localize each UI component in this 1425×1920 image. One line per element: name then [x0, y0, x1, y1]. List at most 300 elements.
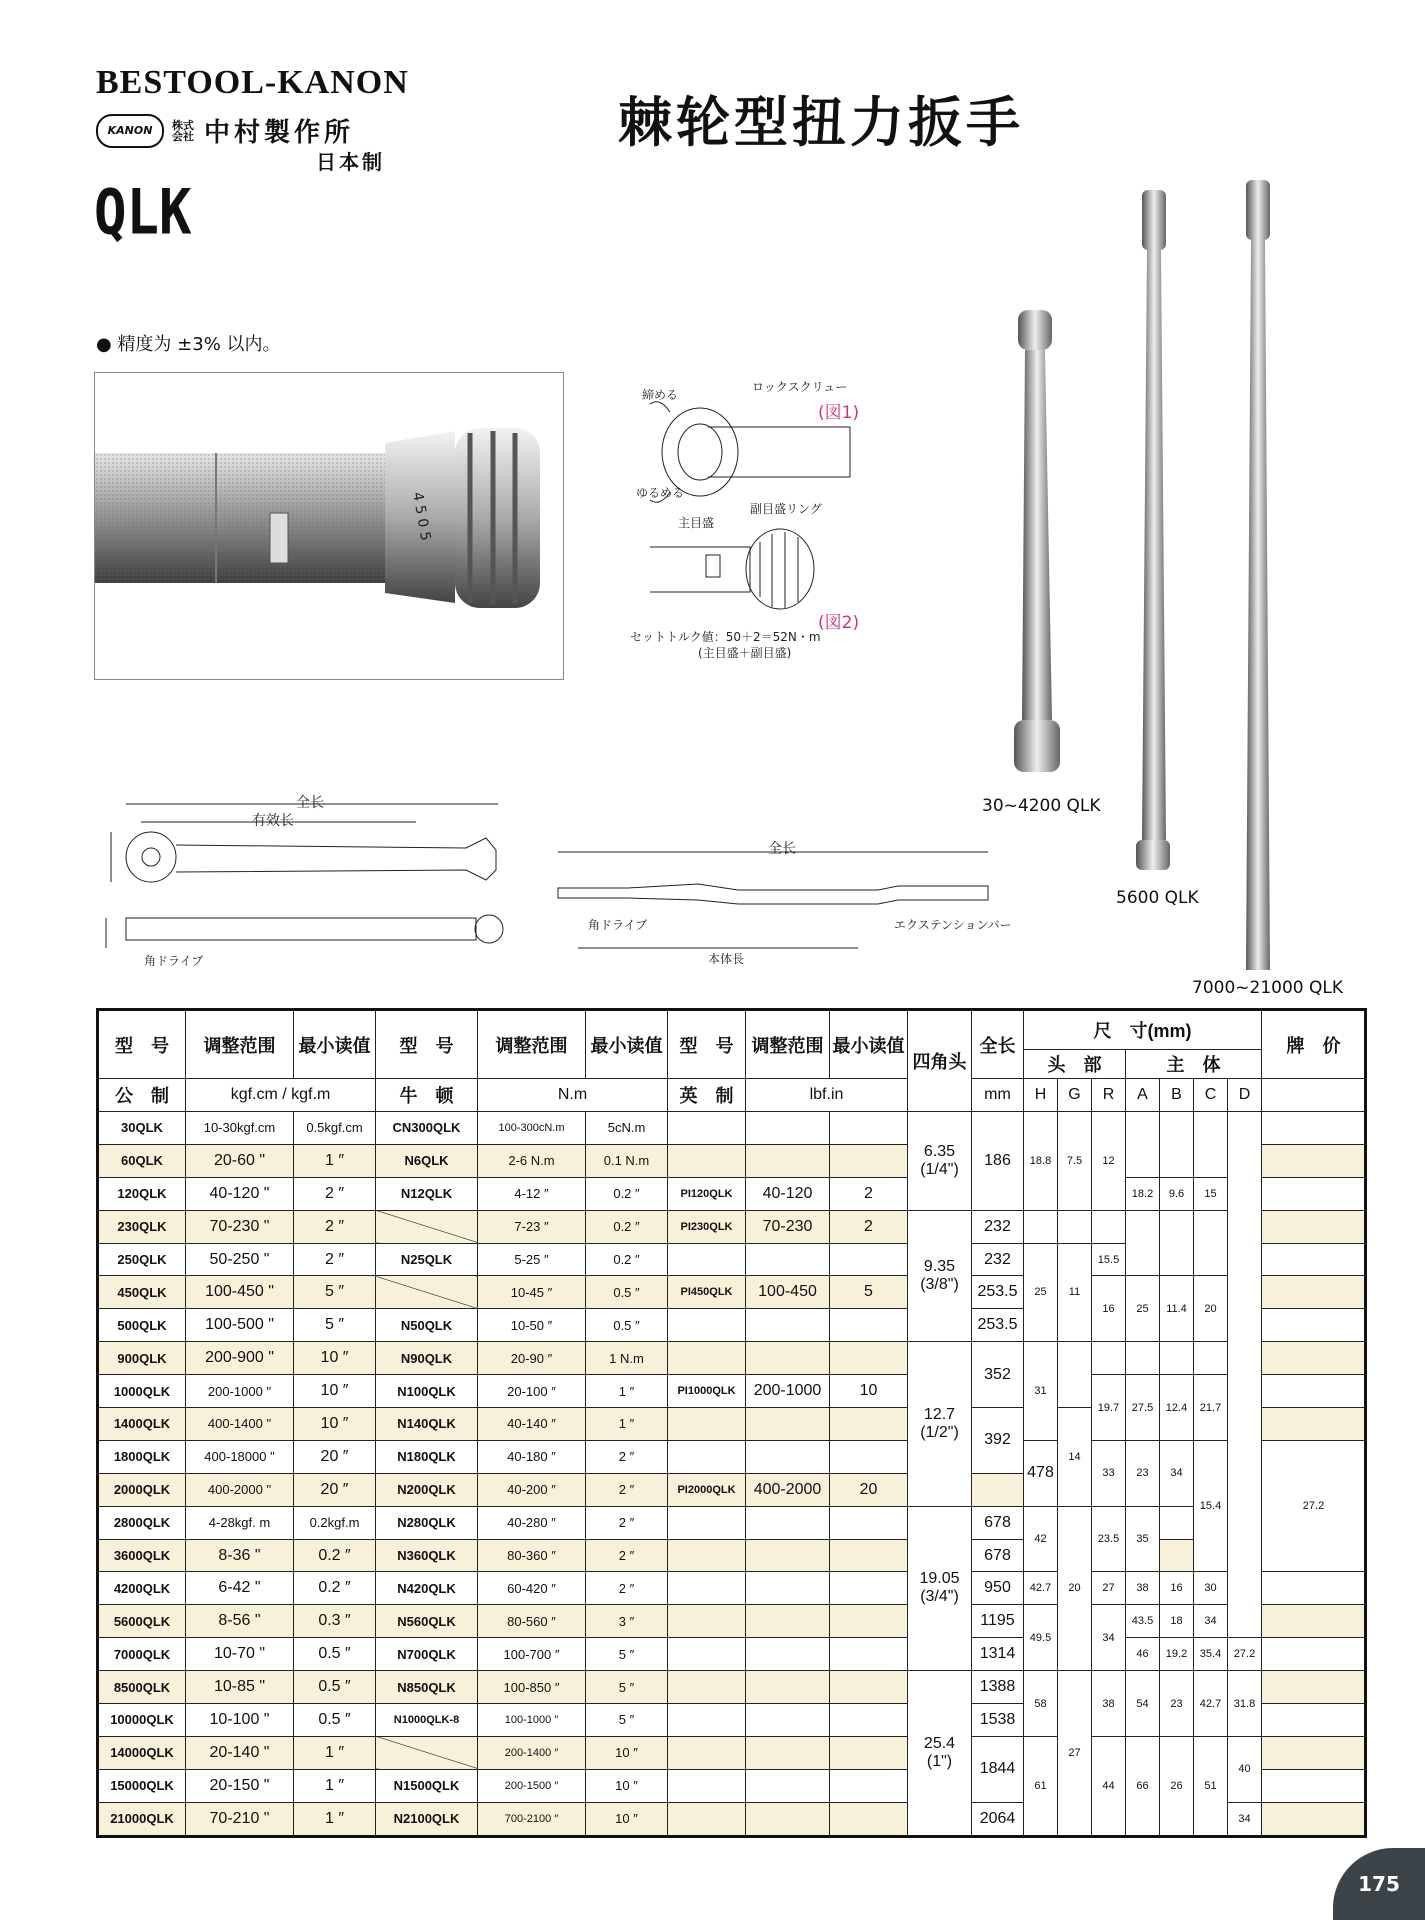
dim-len: 186	[972, 1112, 1024, 1211]
table-row	[98, 1440, 1366, 1473]
newton-min: 0.1 N.m	[586, 1144, 668, 1177]
metric-range: 8-36 "	[186, 1539, 294, 1572]
table-row	[98, 1736, 1366, 1769]
dim-a: 54	[1126, 1671, 1160, 1737]
newton-range: 80-360 ″	[478, 1539, 586, 1572]
metric-range: 50-250 "	[186, 1243, 294, 1276]
price	[1262, 1309, 1366, 1342]
small-wrench-head	[1018, 310, 1052, 350]
metric-model: 30QLK	[98, 1112, 186, 1145]
metric-range: 400-1400 "	[186, 1408, 294, 1441]
u-D: D	[1228, 1079, 1262, 1112]
small-wrench-knob	[1014, 720, 1060, 772]
newton-model: N2100QLK	[376, 1802, 478, 1836]
metric-range: 20-140 "	[186, 1736, 294, 1769]
newton-range: 10-45 ″	[478, 1276, 586, 1309]
newton-model: N25QLK	[376, 1243, 478, 1276]
imperial-min	[830, 1342, 908, 1375]
newton-model: N50QLK	[376, 1309, 478, 1342]
dim-a: 66	[1126, 1736, 1160, 1836]
metric-model: 8500QLK	[98, 1671, 186, 1704]
dim-c: 30	[1194, 1572, 1228, 1605]
wrench-outline-drawing	[96, 790, 516, 970]
u-metric: 公 制	[98, 1079, 186, 1112]
metric-range: 70-230 "	[186, 1210, 294, 1243]
imperial-range	[746, 1704, 830, 1737]
metric-min: 0.2kgf.m	[294, 1506, 376, 1539]
label-square-drive-1: 角ドライブ	[144, 954, 204, 968]
newton-range: 100-1000 ″	[478, 1704, 586, 1737]
dim-h: 58	[1024, 1671, 1058, 1737]
metric-range: 6-42 "	[186, 1572, 294, 1605]
dim-c	[1194, 1342, 1228, 1375]
imperial-min	[830, 1605, 908, 1638]
kanon-emblem: KANON	[96, 114, 164, 148]
metric-min: 1 ″	[294, 1802, 376, 1836]
dim-len: 950	[972, 1572, 1024, 1605]
table-row	[98, 1638, 1366, 1671]
newton-model: N1500QLK	[376, 1769, 478, 1802]
svg-text:4 5 0 5: 4 5 0 5	[409, 490, 434, 542]
newton-range: 5-25 ″	[478, 1243, 586, 1276]
newton-min: 1 ″	[586, 1375, 668, 1408]
imperial-range	[746, 1736, 830, 1769]
dim-b: 16	[1160, 1572, 1194, 1605]
imperial-min	[830, 1440, 908, 1473]
small-wrench-body	[1022, 350, 1052, 720]
newton-model	[376, 1276, 478, 1309]
newton-min: 0.2 ″	[586, 1177, 668, 1210]
newton-min: 5 ″	[586, 1638, 668, 1671]
metric-min: 0.2 ″	[294, 1539, 376, 1572]
label-loosen: ゆるめる	[636, 486, 685, 500]
table-row	[98, 1276, 1366, 1309]
table-row	[98, 1671, 1366, 1704]
dim-sq: 6.35 (1/4")	[908, 1112, 972, 1211]
dim-len: 1388	[972, 1671, 1024, 1704]
dim-b: 23	[1160, 1671, 1194, 1737]
u-price	[1262, 1079, 1366, 1112]
dim-c: 20	[1194, 1276, 1228, 1342]
metric-model: 3600QLK	[98, 1539, 186, 1572]
newton-min: 2 ″	[586, 1572, 668, 1605]
newton-range: 4-12 ″	[478, 1177, 586, 1210]
imperial-min	[830, 1243, 908, 1276]
newton-model: N90QLK	[376, 1342, 478, 1375]
u-metric-unit: kgf.cm / kgf.m	[186, 1079, 376, 1112]
u-imperial: 英 制	[668, 1079, 746, 1112]
dim-r: 38	[1092, 1671, 1126, 1737]
imperial-min	[830, 1144, 908, 1177]
dim-h: 18.8	[1024, 1112, 1058, 1211]
imperial-min	[830, 1736, 908, 1769]
u-G: G	[1058, 1079, 1092, 1112]
newton-range: 40-140 ″	[478, 1408, 586, 1441]
dim-b: 15.4	[1194, 1440, 1228, 1572]
h-body: 主 体	[1126, 1050, 1262, 1079]
dim-d: 40	[1228, 1736, 1262, 1802]
metric-model: 500QLK	[98, 1309, 186, 1342]
dim-len: 478	[1024, 1440, 1058, 1506]
imperial-model: PI2000QLK	[668, 1473, 746, 1506]
newton-min: 1 ″	[586, 1408, 668, 1441]
imperial-model	[668, 1539, 746, 1572]
u-imperial-unit: lbf.in	[746, 1079, 908, 1112]
label-lock-screw: ロックスクリュー	[752, 380, 848, 394]
metric-range: 100-500 "	[186, 1309, 294, 1342]
metric-model: 1800QLK	[98, 1440, 186, 1473]
dim-d: 27.2	[1228, 1638, 1262, 1671]
metric-model: 450QLK	[98, 1276, 186, 1309]
metric-min: 5 ″	[294, 1309, 376, 1342]
newton-range: 2-6 N.m	[478, 1144, 586, 1177]
dim-r: 12	[1092, 1112, 1126, 1211]
metric-min: 20 ″	[294, 1440, 376, 1473]
label-fig2: (図2)	[818, 613, 860, 633]
imperial-range	[746, 1671, 830, 1704]
dim-g	[1058, 1342, 1092, 1408]
imperial-min	[830, 1408, 908, 1441]
newton-min: 0.2 ″	[586, 1243, 668, 1276]
dim-b	[1160, 1112, 1194, 1178]
imperial-model	[668, 1638, 746, 1671]
dim-h: 31	[1024, 1342, 1058, 1441]
page-number: 175	[1333, 1848, 1425, 1920]
imperial-model	[668, 1112, 746, 1145]
dim-c: 27.2	[1262, 1440, 1366, 1572]
dim-r: 16	[1092, 1276, 1126, 1342]
dim-b	[1160, 1210, 1194, 1276]
metric-range: 200-900 "	[186, 1342, 294, 1375]
metric-min: 1 ″	[294, 1736, 376, 1769]
caption-small: 30~4200 QLK	[982, 796, 1101, 816]
dim-h: 33	[1092, 1440, 1126, 1506]
dim-b: 19.2	[1160, 1638, 1194, 1671]
newton-range: 60-420 ″	[478, 1572, 586, 1605]
metric-min: 1 ″	[294, 1769, 376, 1802]
label-fig1: (図1)	[818, 403, 860, 423]
imperial-model	[668, 1736, 746, 1769]
newton-min: 10 ″	[586, 1802, 668, 1836]
newton-min: 0.2 ″	[586, 1210, 668, 1243]
dim-a	[1126, 1210, 1160, 1276]
imperial-range	[746, 1342, 830, 1375]
metric-range: 70-210 "	[186, 1802, 294, 1836]
dim-sq: 19.05 (3/4")	[908, 1506, 972, 1670]
metric-range: 40-120 "	[186, 1177, 294, 1210]
metric-model: 10000QLK	[98, 1704, 186, 1737]
label-sub-scale-ring: 副目盛リング	[750, 502, 822, 516]
price	[1262, 1177, 1366, 1210]
newton-min: 5cN.m	[586, 1112, 668, 1145]
price	[1262, 1638, 1366, 1671]
h-newton-range: 调整范围	[478, 1010, 586, 1079]
caption-medium: 5600 QLK	[1116, 888, 1199, 908]
large-wrench-head	[1246, 180, 1270, 240]
metric-min: 2 ″	[294, 1210, 376, 1243]
dim-h: 42	[1024, 1506, 1058, 1572]
metric-range: 10-70 "	[186, 1638, 294, 1671]
metric-min: 10 ″	[294, 1408, 376, 1441]
imperial-range	[746, 1309, 830, 1342]
dim-a: 38	[1126, 1572, 1160, 1605]
caption-large: 7000~21000 QLK	[1192, 978, 1343, 998]
dim-b: 12.4	[1160, 1375, 1194, 1441]
metric-range: 8-56 "	[186, 1605, 294, 1638]
newton-model: N200QLK	[376, 1473, 478, 1506]
dim-h: 25	[1024, 1243, 1058, 1342]
dim-d: 31.8	[1228, 1671, 1262, 1737]
imperial-model	[668, 1506, 746, 1539]
table-row	[98, 1177, 1366, 1210]
imperial-range	[746, 1572, 830, 1605]
dim-len: 232	[972, 1243, 1024, 1276]
imperial-model	[668, 1802, 746, 1836]
h-square: 四角头	[908, 1010, 972, 1112]
imperial-model	[668, 1769, 746, 1802]
dim-b: 9.6	[1160, 1177, 1194, 1210]
dim-len: 2064	[972, 1802, 1024, 1836]
newton-model: CN300QLK	[376, 1112, 478, 1145]
metric-range: 400-18000 "	[186, 1440, 294, 1473]
price	[1262, 1769, 1366, 1802]
newton-model: N360QLK	[376, 1539, 478, 1572]
h-newton-min: 最小读值	[586, 1010, 668, 1079]
dimension-drawing-2	[538, 838, 1018, 968]
metric-model: 14000QLK	[98, 1736, 186, 1769]
imperial-model	[668, 1342, 746, 1375]
imperial-range: 100-450	[746, 1276, 830, 1309]
dim-a: 35	[1126, 1506, 1160, 1572]
label-effective-length: 有效长	[252, 813, 294, 829]
metric-min: 0.5 ″	[294, 1671, 376, 1704]
imperial-min	[830, 1769, 908, 1802]
price	[1262, 1144, 1366, 1177]
label-tighten: 締める	[642, 388, 679, 402]
u-newton: 牛 顿	[376, 1079, 478, 1112]
price	[1262, 1736, 1366, 1769]
table-row	[98, 1112, 1366, 1145]
imperial-min	[830, 1638, 908, 1671]
newton-model: N420QLK	[376, 1572, 478, 1605]
medium-wrench-head	[1142, 190, 1166, 250]
dim-r: 44	[1092, 1736, 1126, 1836]
imperial-range	[746, 1769, 830, 1802]
newton-min: 2 ″	[586, 1539, 668, 1572]
dim-a: 46	[1126, 1638, 1160, 1671]
company-name: 中村製作所	[204, 118, 355, 148]
company-prefix: 株式会社	[172, 118, 194, 143]
dimension-drawing-1	[96, 790, 516, 970]
price	[972, 1473, 1024, 1506]
newton-range: 80-560 ″	[478, 1605, 586, 1638]
metric-range: 20-60 "	[186, 1144, 294, 1177]
dim-b: 11.4	[1160, 1276, 1194, 1342]
dim-c: 42.7	[1194, 1671, 1228, 1737]
imperial-min: 2	[830, 1177, 908, 1210]
dim-c: 15	[1194, 1177, 1228, 1210]
newton-model: N1000QLK-8	[376, 1704, 478, 1737]
h-metric-range: 调整范围	[186, 1010, 294, 1079]
dim-c	[1194, 1210, 1228, 1276]
imperial-range	[746, 1506, 830, 1539]
imperial-min	[830, 1112, 908, 1145]
newton-min: 3 ″	[586, 1605, 668, 1638]
handle-closeup-image	[95, 373, 563, 679]
newton-range: 10-50 ″	[478, 1309, 586, 1342]
newton-range: 200-1400 ″	[478, 1736, 586, 1769]
imperial-min: 10	[830, 1375, 908, 1408]
dim-c: 34	[1194, 1605, 1228, 1638]
imperial-range: 200-1000	[746, 1375, 830, 1408]
newton-model: N280QLK	[376, 1506, 478, 1539]
h-metric-model: 型 号	[98, 1010, 186, 1079]
metric-min: 10 ″	[294, 1375, 376, 1408]
large-wrench-body	[1246, 240, 1270, 970]
metric-min: 2 ″	[294, 1177, 376, 1210]
newton-range: 40-180 ″	[478, 1440, 586, 1473]
price	[1262, 1605, 1366, 1638]
metric-range: 4-28kgf. m	[186, 1506, 294, 1539]
newton-range: 100-700 ″	[478, 1638, 586, 1671]
made-in-japan: 日本制	[316, 150, 385, 174]
imperial-range	[746, 1539, 830, 1572]
newton-range: 7-23 ″	[478, 1210, 586, 1243]
dim-sq: 12.7 (1/2")	[908, 1342, 972, 1506]
imperial-model	[668, 1704, 746, 1737]
newton-range: 40-280 ″	[478, 1506, 586, 1539]
metric-model: 1400QLK	[98, 1408, 186, 1441]
imperial-min: 2	[830, 1210, 908, 1243]
dim-r: 15.5	[1092, 1243, 1126, 1276]
imperial-model	[668, 1408, 746, 1441]
label-set-torque: セットトルク値：50＋2＝52N・m	[630, 630, 821, 644]
h-imperial-model: 型 号	[668, 1010, 746, 1079]
newton-model: N180QLK	[376, 1440, 478, 1473]
dim-a: 43.5	[1126, 1605, 1160, 1638]
newton-min: 0.5 ″	[586, 1276, 668, 1309]
dim-d: 34	[1228, 1802, 1262, 1836]
table-row	[98, 1605, 1366, 1638]
metric-model: 2000QLK	[98, 1473, 186, 1506]
imperial-model	[668, 1243, 746, 1276]
u-H: H	[1024, 1079, 1058, 1112]
metric-model: 230QLK	[98, 1210, 186, 1243]
metric-range: 10-100 "	[186, 1704, 294, 1737]
model-series: QLK	[94, 176, 192, 249]
dim-c: 21.7	[1194, 1375, 1228, 1441]
price	[1262, 1704, 1366, 1737]
label-body-length: 本体長	[708, 952, 745, 966]
metric-min: 0.5kgf.cm	[294, 1112, 376, 1145]
dim-sq: 9.35 (3/8")	[908, 1210, 972, 1342]
table-row	[98, 1572, 1366, 1605]
accuracy-note: ● 精度为 ±3% 以内。	[96, 334, 281, 355]
metric-model: 250QLK	[98, 1243, 186, 1276]
price	[1262, 1572, 1366, 1605]
h-dimensions: 尺 寸(mm)	[1024, 1010, 1262, 1050]
dim-h: 61	[1024, 1736, 1058, 1836]
metric-model: 900QLK	[98, 1342, 186, 1375]
imperial-min	[830, 1704, 908, 1737]
imperial-min: 20	[830, 1473, 908, 1506]
medium-wrench-body	[1142, 250, 1166, 840]
imperial-range	[746, 1144, 830, 1177]
imperial-range	[746, 1112, 830, 1145]
label-extension-bar: エクステンションバー	[894, 918, 1012, 932]
table-row	[98, 1342, 1366, 1375]
dim-c	[1194, 1112, 1228, 1178]
dim-r: 19.7	[1092, 1375, 1126, 1441]
price	[1160, 1506, 1194, 1539]
metric-model: 4200QLK	[98, 1572, 186, 1605]
price	[1262, 1342, 1366, 1375]
metric-min: 0.3 ″	[294, 1605, 376, 1638]
dim-g: 27	[1058, 1671, 1092, 1836]
imperial-model: PI450QLK	[668, 1276, 746, 1309]
handle-photo	[94, 372, 564, 680]
label-total-length-2: 全长	[768, 841, 796, 857]
u-B: B	[1160, 1079, 1194, 1112]
u-A: A	[1126, 1079, 1160, 1112]
dim-g: 7.5	[1058, 1112, 1092, 1211]
imperial-min	[830, 1506, 908, 1539]
metric-min: 20 ″	[294, 1473, 376, 1506]
imperial-model	[668, 1309, 746, 1342]
imperial-model	[668, 1572, 746, 1605]
price	[1262, 1671, 1366, 1704]
newton-model: N850QLK	[376, 1671, 478, 1704]
imperial-range	[746, 1408, 830, 1441]
metric-model: 7000QLK	[98, 1638, 186, 1671]
imperial-range: 400-2000	[746, 1473, 830, 1506]
metric-min: 0.2 ″	[294, 1572, 376, 1605]
newton-min: 0.5 ″	[586, 1309, 668, 1342]
u-R: R	[1092, 1079, 1126, 1112]
imperial-range: 70-230	[746, 1210, 830, 1243]
dim-b: 26	[1160, 1736, 1194, 1836]
dim-h: 49.5	[1024, 1605, 1058, 1671]
newton-model: N700QLK	[376, 1638, 478, 1671]
dim-len: 392	[972, 1408, 1024, 1474]
dim-a	[1126, 1342, 1160, 1375]
page-title: 棘轮型扭力扳手	[618, 91, 1024, 154]
dim-len: 253.5	[972, 1309, 1024, 1342]
imperial-model: PI1000QLK	[668, 1375, 746, 1408]
newton-min: 2 ″	[586, 1506, 668, 1539]
dim-len: 1538	[972, 1704, 1024, 1737]
imperial-range	[746, 1243, 830, 1276]
dim-a: 34	[1160, 1440, 1194, 1506]
imperial-min	[830, 1802, 908, 1836]
imperial-min: 5	[830, 1276, 908, 1309]
h-total: 全长	[972, 1010, 1024, 1079]
newton-min: 5 ″	[586, 1671, 668, 1704]
price	[1160, 1539, 1194, 1572]
metric-min: 1 ″	[294, 1144, 376, 1177]
h-metric-min: 最小读值	[294, 1010, 376, 1079]
h-head: 头 部	[1024, 1050, 1126, 1079]
metric-model: 1000QLK	[98, 1375, 186, 1408]
price	[1262, 1408, 1366, 1441]
label-main-scale: 主目盛	[678, 516, 715, 530]
dim-g	[1058, 1210, 1092, 1243]
dim-g: 20	[1058, 1506, 1092, 1670]
dim-g: 11	[1058, 1243, 1092, 1342]
dim-r: 23.5	[1092, 1506, 1126, 1572]
table-row	[98, 1210, 1366, 1243]
dim-b: 18	[1160, 1605, 1194, 1638]
